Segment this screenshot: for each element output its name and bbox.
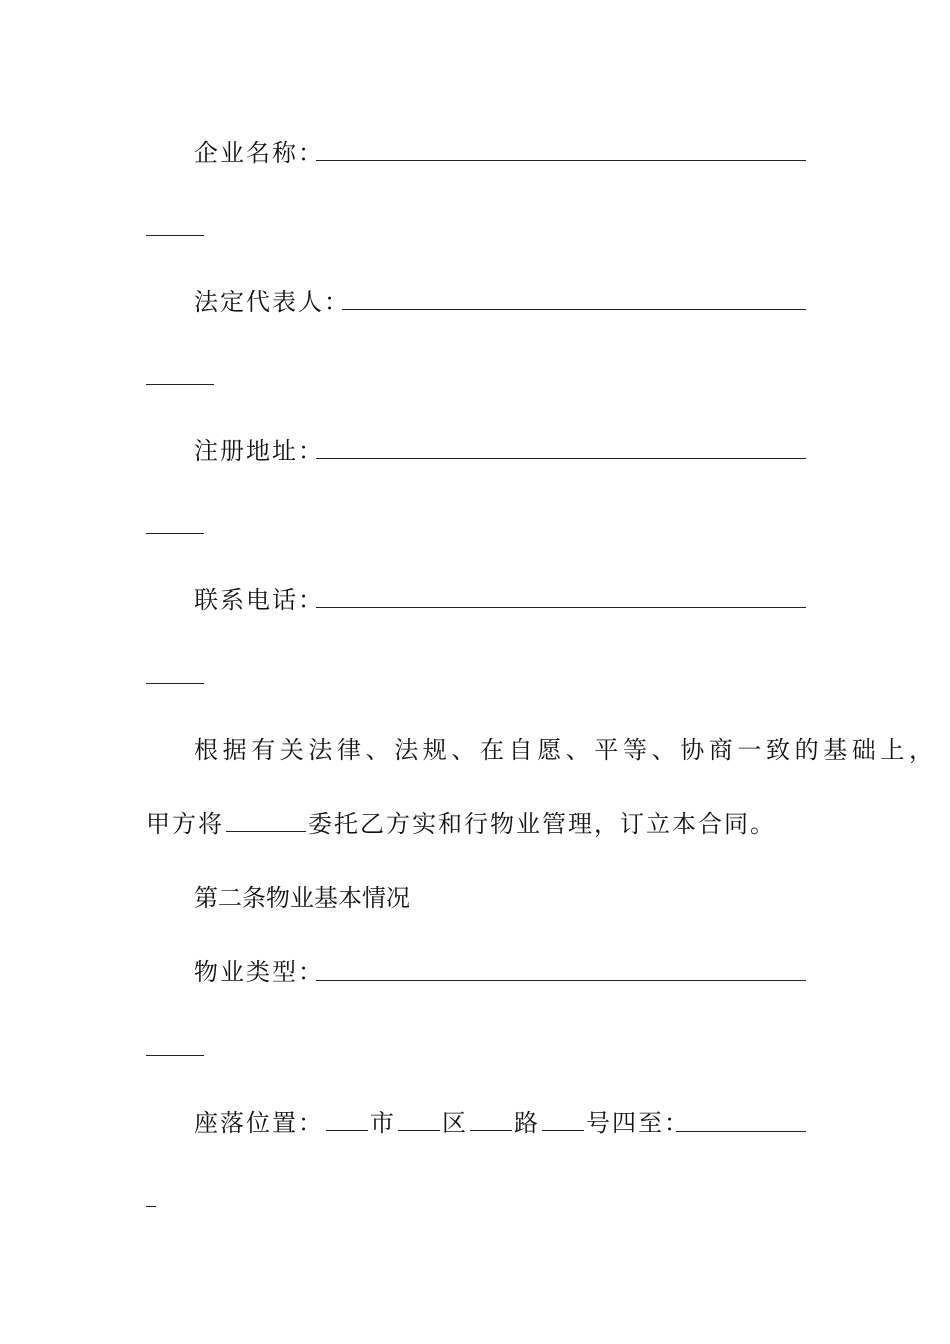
registered-address-line bbox=[194, 436, 324, 466]
agreement-paragraph-line-1 bbox=[194, 735, 938, 765]
registered-address-label: 注册地址： bbox=[194, 437, 324, 465]
property-type-line bbox=[194, 957, 324, 987]
location-label: 座落位置： bbox=[194, 1109, 324, 1137]
legal-representative-blank-continuation[interactable] bbox=[146, 384, 214, 385]
road-blank[interactable] bbox=[470, 1108, 512, 1131]
property-name-blank[interactable] bbox=[226, 809, 306, 832]
city-label: 市 bbox=[370, 1109, 396, 1137]
property-type-label: 物业类型： bbox=[194, 958, 324, 986]
road-label: 路 bbox=[514, 1109, 540, 1137]
legal-representative-line bbox=[194, 287, 350, 317]
contact-phone-blank[interactable] bbox=[316, 607, 806, 608]
property-type-blank-continuation[interactable] bbox=[146, 1055, 204, 1056]
property-type-blank[interactable] bbox=[316, 980, 806, 981]
company-name-blank-continuation[interactable] bbox=[146, 235, 204, 236]
district-label: 区 bbox=[442, 1109, 468, 1137]
agreement-paragraph-text-1: 根据有关法律、法规、在自愿、平等、协商一致的基础上， bbox=[194, 736, 938, 764]
legal-representative-blank[interactable] bbox=[342, 309, 806, 310]
location-line bbox=[194, 1108, 690, 1138]
number-boundaries-label: 号四至： bbox=[586, 1109, 690, 1137]
contact-phone-label: 联系电话： bbox=[194, 586, 324, 614]
boundaries-blank-continuation[interactable] bbox=[146, 1206, 156, 1207]
agreement-paragraph-line-2 bbox=[146, 809, 776, 839]
district-blank[interactable] bbox=[398, 1108, 440, 1131]
article-2-heading bbox=[194, 883, 410, 913]
article-2-heading-text: 第二条物业基本情况 bbox=[194, 884, 410, 912]
contact-phone-blank-continuation[interactable] bbox=[146, 683, 204, 684]
company-name-label: 企业名称： bbox=[194, 139, 324, 167]
agreement-paragraph-text-2b: 委托乙方实和行物业管理，订立本合同。 bbox=[308, 810, 776, 838]
company-name-blank[interactable] bbox=[316, 160, 806, 161]
city-blank[interactable] bbox=[326, 1108, 368, 1131]
agreement-paragraph-text-2a: 甲方将 bbox=[146, 810, 224, 838]
boundaries-blank[interactable] bbox=[676, 1131, 806, 1132]
registered-address-blank-continuation[interactable] bbox=[146, 533, 204, 534]
contact-phone-line bbox=[194, 585, 324, 615]
number-blank[interactable] bbox=[542, 1108, 584, 1131]
legal-representative-label: 法定代表人： bbox=[194, 288, 350, 316]
registered-address-blank[interactable] bbox=[316, 458, 806, 459]
company-name-line bbox=[194, 138, 324, 168]
